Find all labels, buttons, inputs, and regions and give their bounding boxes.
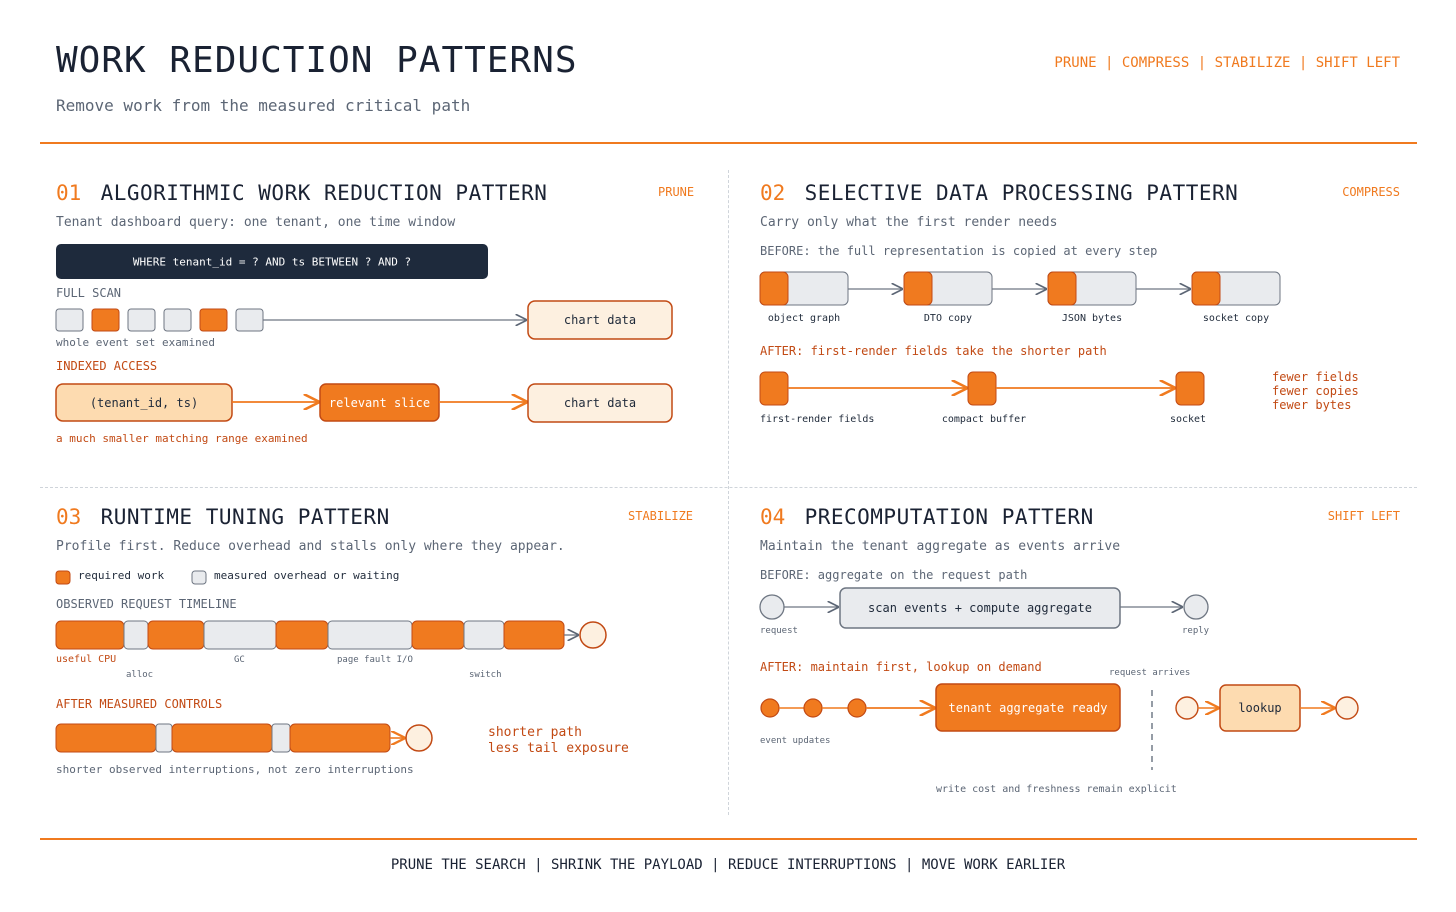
segment-useful-cpu <box>56 621 124 649</box>
s3-timeline-label: OBSERVED REQUEST TIMELINE <box>56 597 237 611</box>
s1-relevant-text: relevant slice <box>328 396 431 410</box>
s3-legend-required: required work <box>78 569 165 582</box>
s3-after-timeline <box>56 724 432 752</box>
s4-number: 04 <box>760 505 786 529</box>
s2-after-node-fields <box>760 372 788 405</box>
s2-step-socket-copy <box>1192 272 1280 324</box>
s1-description: Tenant dashboard query: one tenant, one time window <box>56 215 456 230</box>
s1-whole-set-label: whole event set examined <box>56 336 215 349</box>
scan-cell <box>164 309 191 331</box>
s2-tag: COMPRESS <box>1342 185 1400 199</box>
s1-chart-data-text-2: chart data <box>563 396 637 410</box>
s3-after-label: AFTER MEASURED CONTROLS <box>56 697 223 711</box>
s4-event-dot <box>848 699 866 717</box>
s2-description: Carry only what the first render needs <box>760 215 1058 230</box>
s2-after-label-socket: socket <box>1169 414 1207 425</box>
s1-title: ALGORITHMIC WORK REDUCTION PATTERN <box>100 181 548 205</box>
segment-useful-cpu <box>290 724 390 752</box>
s4-request-label: request <box>760 626 798 636</box>
s4-event-dot <box>761 699 779 717</box>
scan-cell-match <box>200 309 227 331</box>
segment-overhead <box>156 724 172 752</box>
s4-title: PRECOMPUTATION PATTERN <box>804 505 1094 529</box>
s3-label-useful: useful CPU <box>56 654 117 665</box>
scan-cell-match <box>92 309 119 331</box>
s3-label-alloc: alloc <box>126 670 154 680</box>
segment-page-fault <box>328 621 412 649</box>
segment-useful-cpu <box>412 621 464 649</box>
s4-lookup-text: lookup <box>1238 701 1282 715</box>
s1-smaller-label: a much smaller matching range examined <box>56 432 308 445</box>
s3-timeline-end <box>580 622 606 648</box>
legend-overhead-swatch <box>192 571 206 584</box>
s4-lookup-box <box>1220 685 1300 731</box>
s4-event-dot <box>804 699 822 717</box>
segment-useful-cpu <box>276 621 328 649</box>
s1-chart-data-text: chart data <box>563 313 637 327</box>
s1-scan-cells <box>56 309 263 331</box>
footer-summary: PRUNE THE SEARCH | SHRINK THE PAYLOAD | REDUCE INTERRUPTIONS | MOVE WORK EARLIER <box>390 857 1066 873</box>
s2-after-node-buffer <box>968 372 996 405</box>
s4-event-updates-label: event updates <box>760 736 831 746</box>
s2-step-label: JSON bytes <box>1061 313 1123 324</box>
s3-label-pagefault: page fault I/O <box>337 655 413 665</box>
s4-cost-label: write cost and freshness remain explicit <box>936 784 1177 795</box>
s2-after-node-socket <box>1176 372 1204 405</box>
scan-cell <box>56 309 83 331</box>
s2-after-label-buffer: compact buffer <box>941 414 1027 425</box>
s3-shorter-label: shorter observed interruptions, not zero interruptions <box>56 763 414 776</box>
s2-after-label-fields: first-render fields <box>760 414 875 425</box>
s3-tag: STABILIZE <box>628 509 694 523</box>
s3-legend-overhead: measured overhead or waiting <box>214 569 400 582</box>
s4-scan-box <box>840 588 1120 628</box>
s2-step-label: DTO copy <box>923 313 973 324</box>
page-title: WORK REDUCTION PATTERNS <box>56 40 578 81</box>
segment-useful-cpu <box>172 724 272 752</box>
s1-full-scan-label: FULL SCAN <box>56 286 122 300</box>
s2-title: SELECTIVE DATA PROCESSING PATTERN <box>804 181 1239 205</box>
scan-cell <box>128 309 155 331</box>
s1-number: 01 <box>56 181 82 205</box>
segment-useful-cpu <box>56 724 156 752</box>
s4-reply-node <box>1184 595 1208 619</box>
s2-note-fields: fewer fields <box>1272 370 1359 384</box>
page-subtitle: Remove work from the measured critical path <box>56 96 471 115</box>
s4-before-label: BEFORE: aggregate on the request path <box>760 568 1028 582</box>
s2-step-label: socket copy <box>1202 313 1270 324</box>
segment-useful-cpu <box>148 621 204 649</box>
s2-note-bytes: fewer bytes <box>1272 398 1352 412</box>
s3-label-switch: switch <box>469 670 502 680</box>
s1-index-key-text: (tenant_id, ts) <box>89 396 199 410</box>
s4-scan-text: scan events + compute aggregate <box>868 601 1092 615</box>
s1-chart-data-box-top <box>528 301 672 339</box>
s1-index-key-box <box>56 384 232 421</box>
s1-tag: PRUNE <box>658 185 695 199</box>
s4-aggregate-ready-box <box>936 684 1120 731</box>
s4-ready-text: tenant aggregate ready <box>948 701 1108 715</box>
segment-gc <box>204 621 276 649</box>
s3-title: RUNTIME TUNING PATTERN <box>100 505 390 529</box>
s3-number: 03 <box>56 505 82 529</box>
s3-after-end <box>406 725 432 751</box>
s4-request-arrives-label: request arrives <box>1109 668 1191 678</box>
s4-tag: SHIFT LEFT <box>1327 509 1400 523</box>
s3-observed-timeline <box>56 621 606 649</box>
s2-step-label: object graph <box>767 313 841 324</box>
s1-query-box <box>56 244 488 279</box>
s2-after-label: AFTER: first-render fields take the shorter path <box>760 344 1107 358</box>
s1-relevant-slice-box <box>320 384 439 421</box>
s2-note-copies: fewer copies <box>1272 384 1359 398</box>
s4-reply-label: reply <box>1182 626 1210 636</box>
s2-number: 02 <box>760 181 786 205</box>
s3-note-tail: less tail exposure <box>488 741 629 756</box>
s4-request-node <box>760 595 784 619</box>
segment-alloc <box>124 621 148 649</box>
pattern-tags: PRUNE | COMPRESS | STABILIZE | SHIFT LEFT <box>1054 55 1400 71</box>
s1-indexed-label: INDEXED ACCESS <box>56 359 158 373</box>
segment-overhead <box>272 724 290 752</box>
bottom-divider <box>40 838 1417 840</box>
s4-after-label: AFTER: maintain first, lookup on demand <box>760 660 1042 674</box>
s3-description: Profile first. Reduce overhead and stalls only where they appear. <box>56 539 565 554</box>
s1-chart-data-box-bottom <box>528 384 672 422</box>
s2-step-dto-copy <box>904 272 992 324</box>
s3-note-path: shorter path <box>488 725 582 740</box>
s2-before-label: BEFORE: the full representation is copied at every step <box>760 244 1158 258</box>
s4-description: Maintain the tenant aggregate as events arrive <box>760 539 1121 554</box>
s2-step-json-bytes <box>1048 272 1136 324</box>
s4-request-in-node <box>1176 697 1198 719</box>
scan-cell <box>236 309 263 331</box>
s4-reply-out-node <box>1336 697 1358 719</box>
s1-query-text: WHERE tenant_id = ? AND ts BETWEEN ? AND ? <box>132 255 412 269</box>
legend-required-swatch <box>56 571 70 584</box>
s3-label-gc: GC <box>234 655 245 665</box>
segment-useful-cpu <box>504 621 564 649</box>
s2-step-object-graph <box>760 272 848 324</box>
segment-switch <box>464 621 504 649</box>
